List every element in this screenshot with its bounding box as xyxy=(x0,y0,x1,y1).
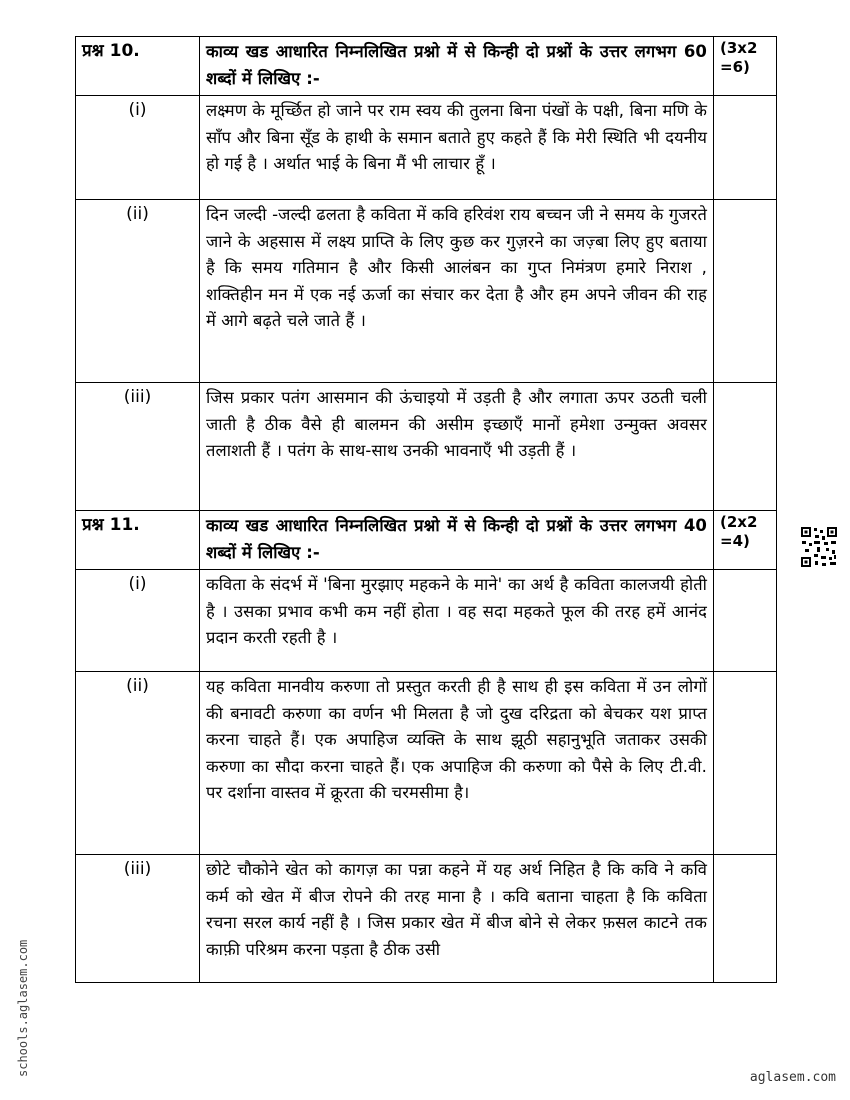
empty-marks-cell xyxy=(714,855,777,983)
empty-marks-cell xyxy=(714,96,777,200)
answer-text: छोटे चौकोने खेत को कागज़ का पन्ना कहने में यह अर्थ निहित है कि कवि ने कवि कर्म को खेत में बीज रोपने की तरह माना है । कवि बताना चाहता है कि कविता रचना सरल कार्य नहीं है । जिस प्रकार खेत में बीज बोने से लेकर फ़सल काटने तक काफ़ी परिश्रम करना पड़ता है ठीक उसी xyxy=(200,855,714,983)
question-row xyxy=(76,511,777,570)
question-label: प्रश्न 11. xyxy=(76,511,200,570)
answer-text: कविता के संदर्भ में 'बिना मुरझाए महकने के माने' का अर्थ है कविता कालजयी होती है । उसका प्रभाव कभी कम नहीं होता । वह सदा महकते फूल की तरह हमें आनंद प्रदान करती रहती है । xyxy=(200,570,714,672)
qr-code-icon xyxy=(800,526,838,568)
answer-number: (ii) xyxy=(76,200,200,383)
answer-row xyxy=(76,570,777,672)
answer-text: यह कविता मानवीय करुणा तो प्रस्तुत करती ही है साथ ही इस कविता में उन लोगों की बनावटी करुणा का वर्णन भी मिलता है जो दुख दरिद्रता को बेचकर यश प्राप्त करना चाहते हैं। एक अपाहिज व्यक्ति के साथ झूठी सहानुभूति जताकर उसकी करुणा का सौदा करना चाहते हैं। एक अपाहिज की करुणा को पैसे के लिए टी.वी. पर दर्शाना वास्तव में क्रूरता की चरमसीमा है। xyxy=(200,672,714,855)
answer-key-table xyxy=(75,36,777,983)
question-prompt: काव्य खड आधारित निम्नलिखित प्रश्नो में से किन्ही दो प्रश्नों के उत्तर लगभग 40 शब्दों में लिखिए :- xyxy=(200,511,714,570)
empty-marks-cell xyxy=(714,672,777,855)
answer-text: जिस प्रकार पतंग आसमान की ऊंचाइयो में उड़ती है और लगाता ऊपर उठती चली जाती है ठीक वैसे ही बालमन की असीम इच्छाएँ मानों हमेशा उन्मुक्त अवसर तलाशती हैं । पतंग के साथ-साथ उनकी भावनाएँ भी उड़ती हैं । xyxy=(200,383,714,511)
answer-text: दिन जल्दी -जल्दी ढलता है कविता में कवि हरिवंश राय बच्चन जी ने समय के गुजरते जाने के अहसास में लक्ष्य प्राप्ति के लिए कुछ कर गुज़रने का जज़्बा लिए हुए बताया है कि समय गतिमान है और किसी आलंबन का गुप्त निमंत्रण हमारे निराश , शक्तिहीन मन में एक नई ऊर्जा का संचार कर देता है और हम अपने जीवन की राह में आगे बढ़ते चले जाते हैं । xyxy=(200,200,714,383)
answer-number: (i) xyxy=(76,96,200,200)
question-label: प्रश्न 10. xyxy=(76,37,200,96)
answer-row xyxy=(76,855,777,983)
answer-number: (ii) xyxy=(76,672,200,855)
empty-marks-cell xyxy=(714,200,777,383)
answer-row xyxy=(76,672,777,855)
marks-cell: (2x2 =4) xyxy=(714,511,777,570)
answer-number: (iii) xyxy=(76,855,200,983)
empty-marks-cell xyxy=(714,570,777,672)
watermark-left: schools.aglasem.com xyxy=(16,939,30,1077)
answer-number: (iii) xyxy=(76,383,200,511)
question-row xyxy=(76,37,777,96)
answer-row xyxy=(76,200,777,383)
answer-number: (i) xyxy=(76,570,200,672)
answer-row xyxy=(76,383,777,511)
marks-cell: (3x2 =6) xyxy=(714,37,777,96)
question-prompt: काव्य खड आधारित निम्नलिखित प्रश्नो में से किन्ही दो प्रश्नों के उत्तर लगभग 60 शब्दों में लिखिए :- xyxy=(200,37,714,96)
answer-row xyxy=(76,96,777,200)
empty-marks-cell xyxy=(714,383,777,511)
answer-text: लक्ष्मण के मूर्च्छित हो जाने पर राम स्वय की तुलना बिना पंखों के पक्षी, बिना मणि के साँप और बिना सूँड के हाथी के समान बताते हुए कहते हैं कि मेरी स्थिति भी दयनीय हो गई है । अर्थात भाई के बिना मैं भी लाचार हूँ । xyxy=(200,96,714,200)
watermark-right: aglasem.com xyxy=(749,1070,836,1085)
